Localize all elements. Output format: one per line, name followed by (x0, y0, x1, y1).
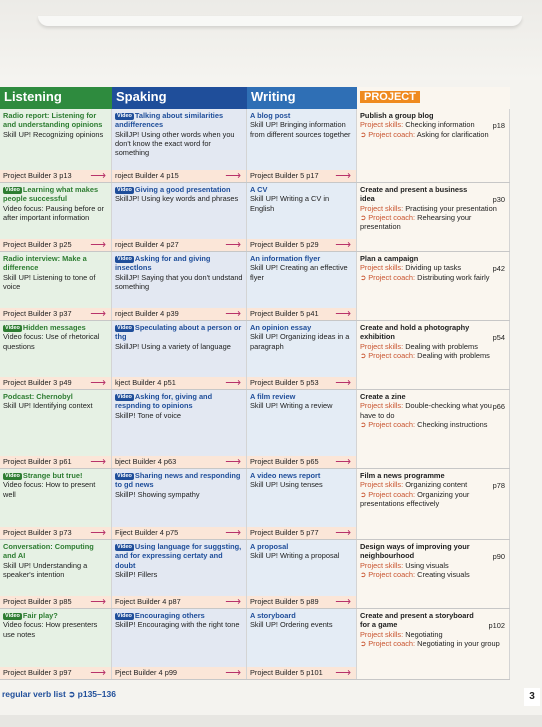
project-builder-4-label: roject Builder 4 p15 (115, 171, 179, 180)
project-builder-5[interactable] (247, 377, 357, 389)
project-coach-label: Project coach: (368, 489, 416, 499)
writing-title: An information flyer (250, 254, 321, 263)
writing-skill: Skill UP! Writing a CV in English (250, 194, 330, 213)
listening-skill: Video focus: How to present well (3, 480, 96, 499)
writing-skill: Skill UP! Using tenses (250, 480, 323, 490)
listening-title-text: Conversation: Computing and AI (3, 542, 94, 561)
project-page: p78 (492, 481, 505, 490)
coach-arrow-icon: ➲ (360, 272, 369, 282)
project-coach-label: Project coach: (368, 569, 416, 579)
project-skills-text: Dealing with problems (405, 341, 478, 351)
project-builder-4[interactable] (112, 456, 247, 468)
speaking-title-text: Using language for suggsting, and for expressing certaty and doubt (115, 542, 242, 570)
listening-skill: Skill UP! Understanding a speaker's intention (3, 560, 88, 579)
project-cell (357, 609, 510, 679)
project-title: Create and hold a photography exhibition (360, 323, 470, 342)
listening-title-text: Strange but true! (22, 471, 83, 480)
unit-builders (0, 456, 357, 468)
listening-title-text: Fair play? (22, 611, 58, 620)
project-builder-5[interactable] (247, 308, 357, 320)
arrow-right-icon: ⟶ (90, 456, 106, 468)
speaking-title (115, 254, 243, 273)
unit-builders (0, 527, 357, 539)
project-cell (357, 183, 510, 251)
project-builder-4[interactable] (112, 596, 247, 608)
project-title: Design ways of improving your neighbourhood (360, 542, 470, 561)
video-icon: Video (117, 473, 132, 479)
project-builder-5[interactable] (247, 667, 357, 679)
unit-top (0, 390, 357, 456)
video-icon: Video (5, 473, 20, 479)
project-builder-5-label: Project Builder 5 p17 (250, 171, 319, 180)
project-skills (360, 480, 506, 489)
project-skills (360, 561, 506, 570)
project-skills (360, 120, 506, 129)
project-coach (360, 490, 506, 509)
project-skills-text: Using visuals (405, 560, 449, 570)
project-coach-text: Negotiating in your group (417, 638, 500, 648)
arrow-right-icon: ⟶ (90, 527, 106, 539)
writing-cell (247, 609, 357, 667)
coach-arrow-icon: ➲ (360, 419, 369, 429)
project-builder-3[interactable] (0, 377, 112, 389)
unit-top (0, 109, 357, 170)
project-coach (360, 130, 506, 139)
project-cell (357, 109, 510, 182)
project-title: Create and present a business idea (360, 185, 468, 204)
unit-left-columns (0, 252, 357, 320)
unit-builders (0, 377, 357, 389)
speaking-title (115, 392, 243, 411)
unit-top (0, 183, 357, 239)
speaking-title (115, 323, 243, 342)
project-skills (360, 263, 506, 272)
project-builder-3-label: Project Builder 3 p25 (3, 240, 72, 249)
project-skills-label: Project skills: (360, 629, 404, 639)
project-builder-3[interactable] (0, 667, 112, 679)
project-coach-text: Creating visuals (417, 569, 470, 579)
header-listening: Listening (0, 87, 112, 109)
listening-title-text: Hidden messages (22, 323, 86, 332)
unit-top (0, 540, 357, 596)
footer-reference[interactable] (2, 689, 116, 700)
writing-skill: Skill UP! Writing a proposal (250, 551, 340, 561)
project-builder-4-label: kject Builder 4 p51 (115, 378, 176, 387)
writing-cell (247, 469, 357, 527)
arrow-right-icon: ⟶ (90, 377, 106, 389)
unit-left-columns (0, 390, 357, 468)
arrow-right-icon: ⟶ (335, 377, 351, 389)
arrow-right-icon: ⟶ (335, 170, 351, 182)
writing-title: A proposal (250, 542, 289, 551)
arrow-right-icon: ⟶ (90, 170, 106, 182)
project-builder-4[interactable] (112, 239, 247, 251)
coach-arrow-icon: ➲ (360, 638, 369, 648)
coach-arrow-icon: ➲ (360, 212, 369, 222)
arrow-circle-icon: ➲ (68, 689, 76, 699)
project-cell (357, 540, 510, 608)
writing-cell (247, 321, 357, 377)
project-coach (360, 273, 506, 282)
speaking-title-text: Encouraging others (134, 611, 205, 620)
project-skills-label: Project skills: (360, 120, 404, 130)
writing-cell (247, 540, 357, 596)
unit-left-columns (0, 469, 357, 539)
project-builder-5[interactable] (247, 527, 357, 539)
unit-builders (0, 170, 357, 182)
writing-title: A video news report (250, 471, 321, 480)
project-builder-3[interactable] (0, 308, 112, 320)
speaking-title (115, 542, 243, 570)
project-page: p66 (492, 402, 505, 411)
project-builder-5[interactable] (247, 456, 357, 468)
project-builder-5-label: Project Builder 5 p89 (250, 597, 319, 606)
speaking-title (115, 185, 243, 194)
header-speaking: Spaking (112, 87, 247, 109)
writing-cell (247, 252, 357, 308)
unit-row (0, 540, 510, 609)
project-builder-4[interactable] (112, 308, 247, 320)
project-coach-text: Asking for clarification (416, 129, 489, 139)
header-writing: Writing (247, 87, 357, 109)
writing-skill: Skill UP! Ordering events (250, 620, 333, 630)
project-coach-label: Project coach: (368, 638, 416, 648)
project-builder-3-label: Project Builder 3 p97 (3, 668, 72, 677)
speaking-skill: SkillP! Showing sympathy (115, 489, 200, 499)
project-builder-4-label: Fiject Builder 4 p75 (115, 528, 179, 537)
project-builder-3[interactable] (0, 527, 112, 539)
project-builder-3[interactable] (0, 456, 112, 468)
contents-table (0, 87, 510, 680)
speaking-title-text: Sharing news and responding to gd news (115, 471, 241, 490)
speaking-cell (112, 109, 247, 170)
project-builder-5[interactable] (247, 170, 357, 182)
writing-title: A blog post (250, 111, 291, 120)
listening-cell (0, 540, 112, 596)
speaking-skill: SkillP! Fillers (115, 569, 158, 579)
speaking-title (115, 611, 243, 620)
arrow-right-icon: ⟶ (335, 667, 351, 679)
unit-left-columns (0, 540, 357, 608)
project-builder-3[interactable] (0, 596, 112, 608)
listening-title (3, 611, 108, 620)
writing-skill: Skill UP! Organizing ideas in a paragraph (250, 332, 350, 351)
arrow-right-icon: ⟶ (90, 308, 106, 320)
writing-cell (247, 183, 357, 239)
speaking-title-text: Giving a good presentation (134, 185, 231, 194)
video-icon: Video (117, 544, 132, 550)
speaking-cell (112, 469, 247, 527)
project-coach-label: Project coach: (368, 129, 416, 139)
project-cell (357, 252, 510, 320)
unit-left-columns (0, 321, 357, 389)
arrow-right-icon: ⟶ (225, 596, 241, 608)
project-title: Create and present a storyboard for a game (360, 611, 474, 630)
project-skills-label: Project skills: (360, 263, 404, 273)
speaking-skill: SkillJP! Using other words when you don't know the exact word for something (115, 129, 235, 157)
project-builder-4[interactable] (112, 527, 247, 539)
project-title: Plan a campaign (360, 254, 419, 263)
speaking-cell (112, 540, 247, 596)
project-builder-3-label: Project Builder 3 p85 (3, 597, 72, 606)
project-builder-4[interactable] (112, 377, 247, 389)
listening-skill: Video focus: Pausing before or after important information (3, 203, 104, 222)
project-builder-4-label: Pject Builder 4 p99 (115, 668, 178, 677)
speaking-title-text: Asking for, giving and respnding to opinions (115, 392, 213, 411)
writing-cell (247, 390, 357, 456)
listening-title-text: Radio report: Listening for and understanding opinions (3, 111, 103, 130)
footer-text: regular verb list (2, 689, 66, 699)
project-coach-label: Project coach: (368, 350, 416, 360)
coach-arrow-icon: ➲ (360, 489, 369, 499)
listening-skill: Skill UP! Listening to tone of voice (3, 272, 96, 291)
writing-title: A CV (250, 185, 268, 194)
project-page: p102 (488, 621, 505, 630)
speaking-title-text: Talking about similarities andifferences (115, 111, 224, 130)
video-icon: Video (5, 613, 20, 619)
project-page: p90 (492, 552, 505, 561)
video-icon: Video (117, 113, 132, 119)
writing-skill: Skill UP! Writing a review (250, 401, 333, 411)
project-skills-text: Dividing up tasks (405, 263, 462, 273)
project-page: p42 (492, 264, 505, 273)
project-skills-text: Double-checking what you have to do (360, 401, 492, 420)
unit-row (0, 183, 510, 252)
project-builder-4[interactable] (112, 667, 247, 679)
listening-title (3, 542, 108, 561)
project-builder-3-label: Project Builder 3 p49 (3, 378, 72, 387)
speaking-title-text: Speculating about a person or thg (115, 323, 242, 342)
footer-pages: p135–136 (77, 689, 116, 699)
video-icon: Video (117, 613, 132, 619)
project-skills (360, 630, 506, 639)
project-builder-4-label: roject Builder 4 p39 (115, 309, 179, 318)
arrow-right-icon: ⟶ (225, 239, 241, 251)
project-skills (360, 204, 506, 213)
page-bottom-edge (0, 715, 542, 727)
project-builder-5-label: Project Builder 5 p65 (250, 457, 319, 466)
project-coach-text: Checking instructions (417, 419, 488, 429)
unit-top (0, 609, 357, 667)
project-builder-3-label: Project Builder 3 p37 (3, 309, 72, 318)
unit-row (0, 109, 510, 183)
unit-builders (0, 239, 357, 251)
video-icon: Video (5, 187, 20, 193)
project-builder-3-label: Project Builder 3 p73 (3, 528, 72, 537)
project-coach-label: Project coach: (368, 212, 416, 222)
project-builder-5-label: Project Builder 5 p53 (250, 378, 319, 387)
header-project: PROJECT (360, 91, 420, 103)
unit-builders (0, 596, 357, 608)
speaking-cell (112, 609, 247, 667)
project-coach (360, 213, 506, 232)
speaking-title (115, 471, 243, 490)
header-project-cell (357, 87, 510, 109)
project-coach-text: Distributing work fairly (417, 272, 490, 282)
project-builder-5[interactable] (247, 596, 357, 608)
writing-cell (247, 109, 357, 170)
writing-title: A film review (250, 392, 296, 401)
project-builder-3-label: Project Builder 3 p13 (3, 171, 72, 180)
listening-skill: Skill UP! Recognizing opinions (3, 129, 104, 139)
arrow-right-icon: ⟶ (225, 527, 241, 539)
project-builder-3-label: Project Builder 3 p61 (3, 457, 72, 466)
project-coach-text: Organizing your presentations effectively (360, 489, 470, 508)
project-coach (360, 639, 506, 648)
project-coach (360, 420, 506, 429)
project-cell (357, 469, 510, 539)
unit-row (0, 609, 510, 680)
coach-arrow-icon: ➲ (360, 350, 369, 360)
project-coach (360, 351, 506, 360)
speaking-cell (112, 321, 247, 377)
listening-title (3, 392, 108, 401)
coach-arrow-icon: ➲ (360, 569, 369, 579)
speaking-title-text: Asking for and giving insectlons (115, 254, 211, 273)
writing-title: A storyboard (250, 611, 296, 620)
project-title: Film a news programme (360, 471, 445, 480)
previous-page-edge (38, 16, 522, 26)
arrow-right-icon: ⟶ (335, 456, 351, 468)
speaking-skill: SkillJP! Using a variety of language (115, 341, 231, 351)
coach-arrow-icon: ➲ (360, 129, 369, 139)
listening-cell (0, 469, 112, 527)
writing-skill: Skill UP! Creating an effective flyer (250, 263, 348, 282)
listening-title-text: Learning what makes people successful (3, 185, 99, 204)
listening-skill: Video focus: How presenters use notes (3, 620, 98, 639)
listening-cell (0, 321, 112, 377)
project-skills-label: Project skills: (360, 480, 404, 490)
listening-title-text: Radio interview: Make a difference (3, 254, 87, 273)
unit-row (0, 321, 510, 390)
project-coach-label: Project coach: (368, 272, 416, 282)
listening-title (3, 323, 108, 332)
speaking-cell (112, 390, 247, 456)
project-builder-4-label: roject Builder 4 p27 (115, 240, 179, 249)
project-builder-3[interactable] (0, 239, 112, 251)
writing-skill: Skill UP! Bringing information from different sources together (250, 120, 351, 139)
arrow-right-icon: ⟶ (90, 667, 106, 679)
project-builder-4-label: bject Builder 4 p63 (115, 457, 177, 466)
listening-skill: Video focus: Use of rhetorical questions (3, 332, 100, 351)
unit-row (0, 469, 510, 540)
project-cell (357, 390, 510, 468)
listening-cell (0, 390, 112, 456)
listening-title (3, 254, 108, 273)
arrow-right-icon: ⟶ (225, 308, 241, 320)
listening-title-text: Podcast: Chernobyl (3, 392, 73, 401)
project-page: p18 (492, 121, 505, 130)
unit-left-columns (0, 183, 357, 251)
project-cell (357, 321, 510, 389)
arrow-right-icon: ⟶ (335, 527, 351, 539)
page-number: 3 (524, 688, 540, 706)
arrow-right-icon: ⟶ (225, 667, 241, 679)
project-title: Create a zine (360, 392, 406, 401)
arrow-right-icon: ⟶ (335, 596, 351, 608)
arrow-right-icon: ⟶ (225, 456, 241, 468)
arrow-right-icon: ⟶ (90, 596, 106, 608)
video-icon: Video (117, 256, 132, 262)
project-skills-text: Practising your presentation (405, 203, 497, 213)
project-builder-5-label: Project Builder 5 p41 (250, 309, 319, 318)
listening-cell (0, 109, 112, 170)
unit-builders (0, 667, 357, 679)
speaking-skill: SkillJP! Saying that you don't undstand something (115, 272, 243, 291)
project-skills-label: Project skills: (360, 401, 404, 411)
project-coach (360, 570, 506, 579)
speaking-skill: SkillP! Tone of voice (115, 410, 182, 420)
project-skills-label: Project skills: (360, 341, 404, 351)
project-title: Publish a group blog (360, 111, 434, 120)
project-builder-5-label: Project Builder 5 p29 (250, 240, 319, 249)
speaking-title (115, 111, 243, 130)
arrow-right-icon: ⟶ (335, 239, 351, 251)
unit-row (0, 390, 510, 469)
writing-title: An opinion essay (250, 323, 312, 332)
project-coach-label: Project coach: (368, 419, 416, 429)
project-page: p30 (492, 195, 505, 204)
project-skills-text: Negotiating (405, 629, 443, 639)
listening-cell (0, 183, 112, 239)
project-skills-label: Project skills: (360, 560, 404, 570)
listening-title (3, 111, 108, 130)
listening-title (3, 471, 108, 480)
page-top-edge (0, 0, 542, 80)
project-builder-3[interactable] (0, 170, 112, 182)
unit-top (0, 469, 357, 527)
project-builder-4[interactable] (112, 170, 247, 182)
unit-top (0, 321, 357, 377)
project-skills-label: Project skills: (360, 203, 404, 213)
video-icon: Video (5, 325, 20, 331)
table-header (0, 87, 510, 109)
unit-left-columns (0, 609, 357, 679)
listening-cell (0, 609, 112, 667)
project-builder-5[interactable] (247, 239, 357, 251)
project-builder-4-label: Foject Builder 4 p87 (115, 597, 181, 606)
project-skills-text: Organizing content (405, 480, 468, 490)
project-skills (360, 342, 506, 351)
unit-builders (0, 308, 357, 320)
speaking-cell (112, 183, 247, 239)
video-icon: Video (117, 325, 132, 331)
listening-skill: Skill UP! Identifying context (3, 401, 93, 411)
arrow-right-icon: ⟶ (335, 308, 351, 320)
project-coach-text: Dealing with problems (417, 350, 490, 360)
project-skills (360, 401, 506, 420)
unit-row (0, 252, 510, 321)
unit-top (0, 252, 357, 308)
project-builder-5-label: Project Builder 5 p77 (250, 528, 319, 537)
arrow-right-icon: ⟶ (225, 377, 241, 389)
speaking-cell (112, 252, 247, 308)
project-skills-text: Checking information (405, 120, 475, 130)
speaking-skill: SkillP! Encouraging with the right tone (115, 620, 240, 630)
project-builder-5-label: Project Builder 5 p101 (250, 668, 323, 677)
listening-cell (0, 252, 112, 308)
unit-left-columns (0, 109, 357, 182)
project-page: p54 (492, 333, 505, 342)
video-icon: Video (117, 187, 132, 193)
arrow-right-icon: ⟶ (90, 239, 106, 251)
video-icon: Video (117, 394, 132, 400)
project-coach-text: Rehearsing your presentation (360, 212, 472, 231)
speaking-skill: SkillJP! Using key words and phrases (115, 194, 239, 204)
listening-title (3, 185, 108, 204)
arrow-right-icon: ⟶ (225, 170, 241, 182)
